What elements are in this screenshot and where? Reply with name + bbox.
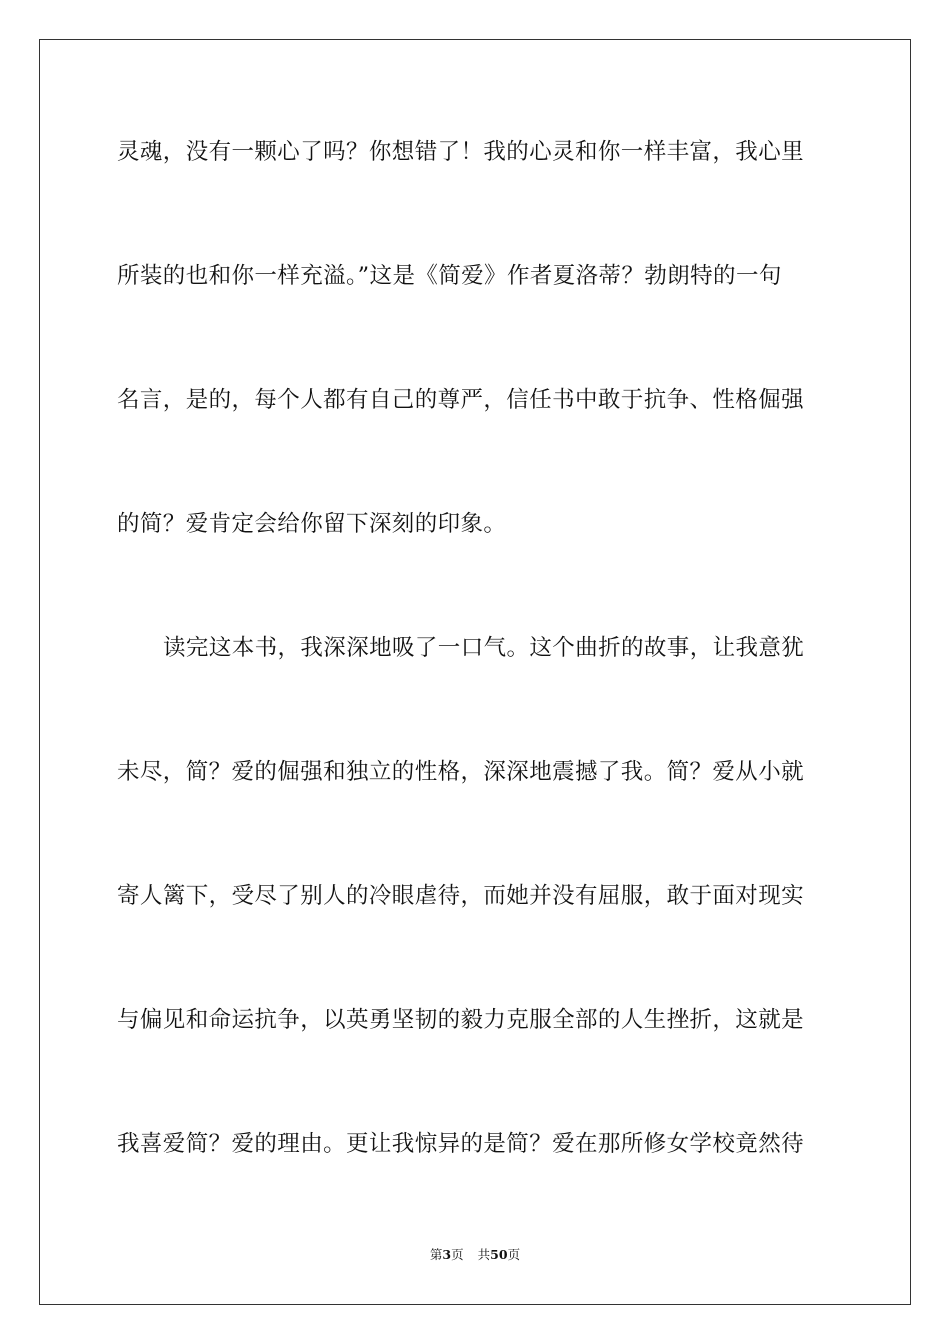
- body-text-line: 寄人篱下，受尽了别人的冷眼虐待，而她并没有屈服，敢于面对现实: [117, 883, 805, 909]
- page-footer: [0, 1247, 950, 1263]
- page-frame: [39, 39, 911, 1305]
- page-suffix: 页: [451, 1247, 464, 1262]
- paragraph-first-line: 读完这本书，我深深地吸了一口气。这个曲折的故事，让我意犹: [163, 635, 805, 661]
- body-text-line: 灵魂，没有一颗心了吗？你想错了！我的心灵和你一样丰富，我心里: [117, 139, 805, 165]
- body-text-line: 我喜爱简？爱的理由。更让我惊异的是简？爱在那所修女学校竟然待: [117, 1131, 805, 1157]
- body-text-line: 所装的也和你一样充溢。”这是《简爱》作者夏洛蒂？勃朗特的一句: [117, 263, 782, 289]
- body-text-line: 的简？爱肯定会给你留下深刻的印象。: [117, 511, 507, 537]
- total-suffix: 页: [507, 1247, 521, 1262]
- page-prefix: 第: [429, 1247, 443, 1262]
- body-text-line: 未尽，简？爱的倔强和独立的性格，深深地震撼了我。简？爱从小就: [117, 759, 805, 785]
- total-prefix: 共: [477, 1247, 491, 1262]
- body-text-line: 与偏见和命运抗争，以英勇坚韧的毅力克服全部的人生挫折，这就是: [117, 1007, 805, 1033]
- total-pages: 50: [490, 1247, 508, 1262]
- body-text-line: 名言，是的，每个人都有自己的尊严，信任书中敢于抗争、性格倔强: [117, 387, 805, 413]
- page-number: 3: [442, 1247, 452, 1262]
